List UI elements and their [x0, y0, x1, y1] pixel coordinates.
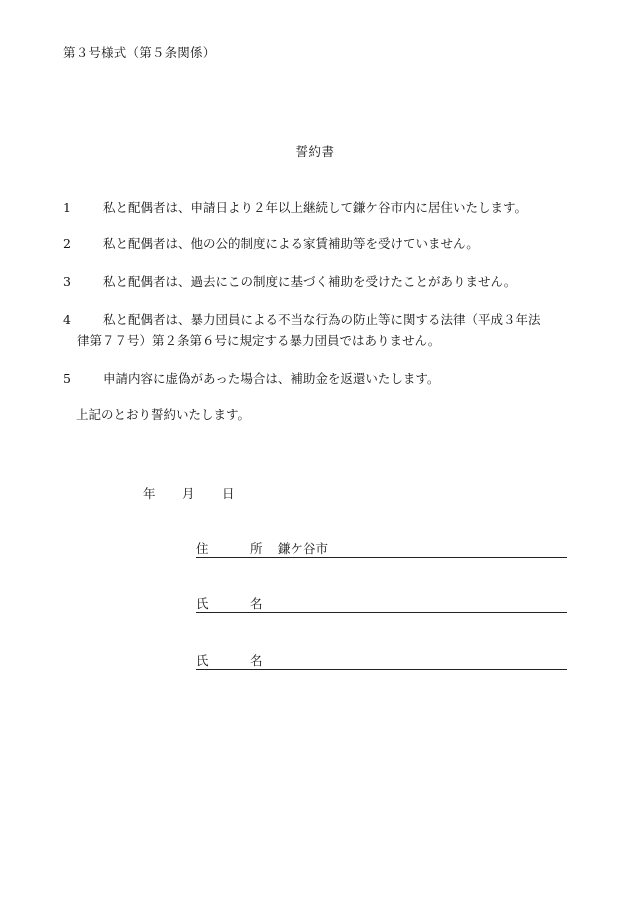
date-month-label: 月	[182, 486, 195, 501]
clause-number: 3	[63, 274, 71, 289]
name-field-2[interactable]	[196, 651, 567, 670]
clause-text: 私と配偶者は、他の公的制度による家賃補助等を受けていません。	[103, 236, 479, 251]
clause-3	[63, 271, 578, 292]
date-year-label: 年	[143, 486, 156, 501]
name-label-char-1: 氏	[196, 596, 209, 611]
clause-text-line-1: 私と配偶者は、暴力団員による不当な行為の防止等に関する法律（平成３年法	[103, 312, 541, 327]
closing-statement: 上記のとおり誓約いたします。	[76, 407, 251, 422]
clause-number: 2	[63, 236, 71, 251]
date-day-label: 日	[222, 486, 235, 501]
clause-number: 4	[63, 312, 71, 327]
clause-2	[63, 233, 578, 254]
address-label-char-2: 所	[250, 541, 263, 556]
clause-number: 5	[63, 371, 71, 386]
address-field[interactable]	[196, 539, 567, 558]
clause-5	[63, 368, 578, 389]
clause-text: 申請内容に虚偽があった場合は、補助金を返還いたします。	[103, 371, 440, 386]
clause-1	[63, 197, 578, 218]
clause-text: 私と配偶者は、申請日より２年以上継続して鎌ケ谷市内に居住いたします。	[103, 200, 528, 215]
address-value: 鎌ケ谷市	[278, 541, 329, 556]
document-title: 誓約書	[295, 144, 335, 159]
name-label-char-1: 氏	[196, 653, 209, 668]
form-number: 第３号様式（第５条関係）	[63, 45, 216, 60]
name-label-char-2: 名	[250, 653, 263, 668]
clause-4	[63, 309, 578, 351]
name-label-char-2: 名	[250, 596, 263, 611]
clause-number: 1	[63, 200, 71, 215]
clause-text: 私と配偶者は、過去にこの制度に基づく補助を受けたことがありません。	[103, 274, 517, 289]
clause-text-line-2: 律第７７号）第２条第６号に規定する暴力団員ではありません。	[77, 333, 441, 348]
name-field-1[interactable]	[196, 594, 567, 613]
address-label-char-1: 住	[196, 541, 209, 556]
